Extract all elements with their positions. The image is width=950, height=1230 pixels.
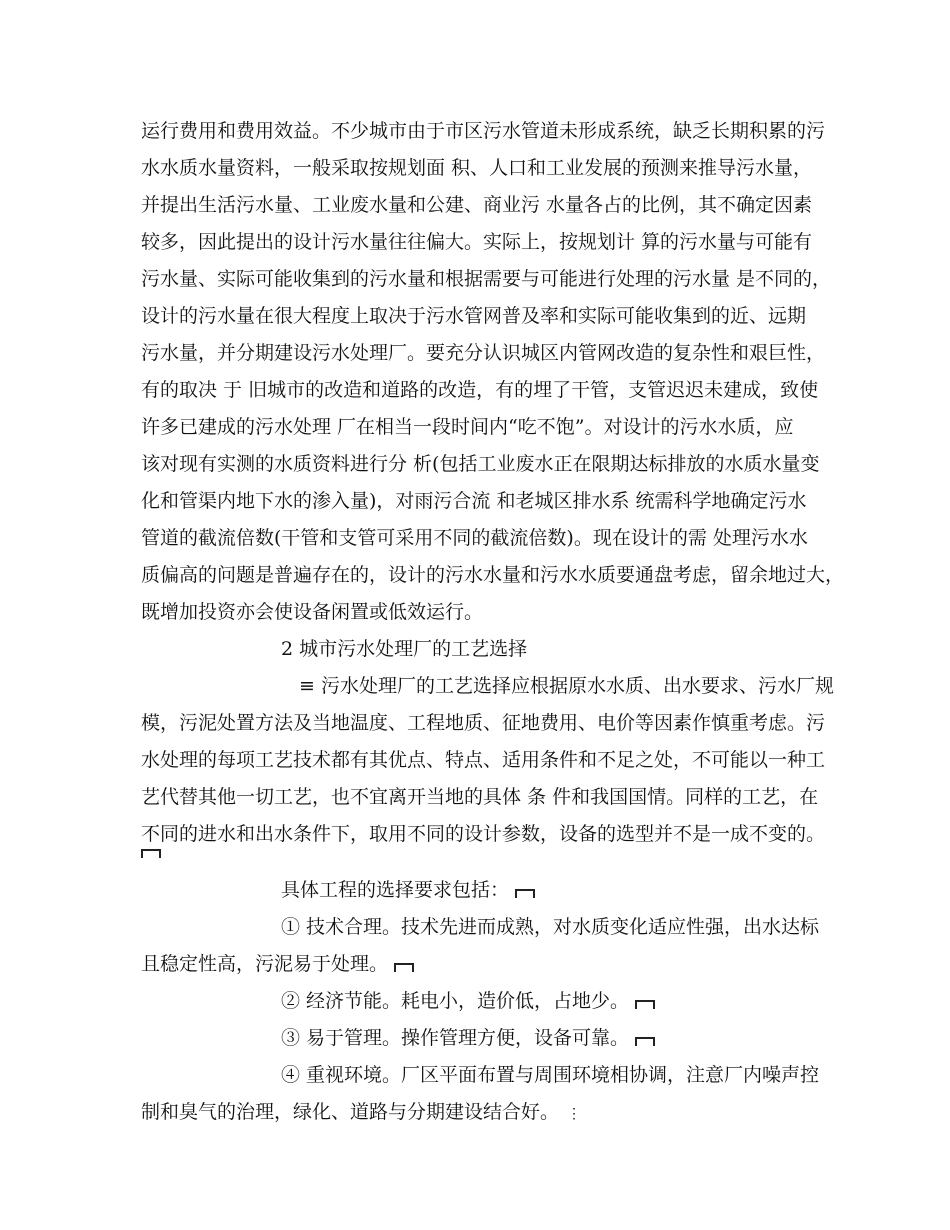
body-text-line: 并提出生活污水量、工业废水量和公建、商业污 水量各占的比例，其不确定因素 [141, 194, 813, 216]
list-item-continued: 且稳定性高，污泥易于处理。 [141, 952, 414, 976]
paragraph-mark-icon [515, 889, 535, 898]
body-text-line: 不同的进水和出水条件下，取用不同的设计参数，设备的选型并不是一成不变的。 [141, 823, 826, 845]
body-text-line: ≡ 污水处理厂的工艺选择应根据原水水质、出水要求、污水厂规 [299, 675, 834, 697]
body-text-line: 艺代替其他一切工艺，也不宜离开当地的具体 条 件和我国国情。同样的工艺，在 [141, 786, 819, 808]
body-text-line: 该对现有实测的水质资料进行分 析(包括工业废水正在限期达标排放的水质水量变 [141, 453, 820, 475]
list-item: ① 技术合理。技术先进而成熟，对水质变化适应性强，出水达标 [281, 916, 820, 938]
body-text-line: 有的取决 于 旧城市的改造和道路的改造，有的埋了干管，支管迟迟未建成，致使 [141, 379, 819, 401]
body-text-line: 污水量，并分期建设污水处理厂。要充分认识城区内管网改造的复杂性和艰巨性， [141, 342, 826, 364]
list-item: ② 经济节能。耗电小，造价低，占地少。 [281, 989, 655, 1013]
body-text-line: 许多已建成的污水处理 厂在相当一段时间内“吃不饱”。对设计的污水水质，应 [141, 416, 794, 438]
body-text-line: 污水量、实际可能收集到的污水量和根据需要与可能进行处理的污水量 是不同的， [141, 268, 832, 290]
list-intro: 具体工程的选择要求包括： [281, 878, 535, 902]
list-item-continued: 制和臭气的治理，绿化、道路与分期建设结合好。 ⋮ [141, 1100, 581, 1126]
list-item: ④ 重视环境。厂区平面布置与周围环境相协调，注意厂内噪声控 [281, 1064, 820, 1086]
body-text-line: 既增加投资亦会使设备闲置或低效运行。 [141, 601, 484, 623]
body-text-line: 化和管渠内地下水的渗入量)，对雨污合流 和老城区排水系 统需科学地确定污水 [141, 490, 807, 512]
body-text-line: 水水质水量资料，一般采取按规划面 积、人口和工业发展的预测来推导污水量， [141, 157, 813, 179]
list-item: ③ 易于管理。操作管理方便，设备可靠。 [281, 1026, 655, 1050]
section-heading: 2 城市污水处理厂的工艺选择 [281, 638, 528, 660]
body-text-line: 质偏高的问题是普遍存在的，设计的污水水量和污水水质要通盘考虑，留余地过大， [141, 564, 845, 586]
paragraph-mark-icon [141, 849, 161, 858]
paragraph-mark-icon [635, 1000, 655, 1009]
body-text-line: 水处理的每项工艺技术都有其优点、特点、适用条件和不足之处，不可能以一种工 [141, 749, 826, 771]
body-text-line: 模，污泥处置方法及当地温度、工程地质、征地费用、电价等因素作慎重考虑。污 [141, 712, 826, 734]
trailing-mark-icon: ⋮ [567, 1106, 582, 1122]
body-text-line: 管道的截流倍数(干管和支管可采用不同的截流倍数)。现在设计的需 处理污水水 [141, 527, 808, 549]
body-text-line: 运行费用和费用效益。不少城市由于市区污水管道未形成系统，缺乏长期积累的污 [141, 120, 826, 142]
body-text-line: 设计的污水量在很大程度上取决于污水管网普及率和实际可能收集到的近、远期 [141, 305, 807, 327]
paragraph-mark-icon [394, 963, 414, 972]
body-text-line: 较多，因此提出的设计污水量往往偏大。实际上，按规划计 算的污水量与可能有 [141, 231, 813, 253]
paragraph-mark-icon [635, 1037, 655, 1046]
